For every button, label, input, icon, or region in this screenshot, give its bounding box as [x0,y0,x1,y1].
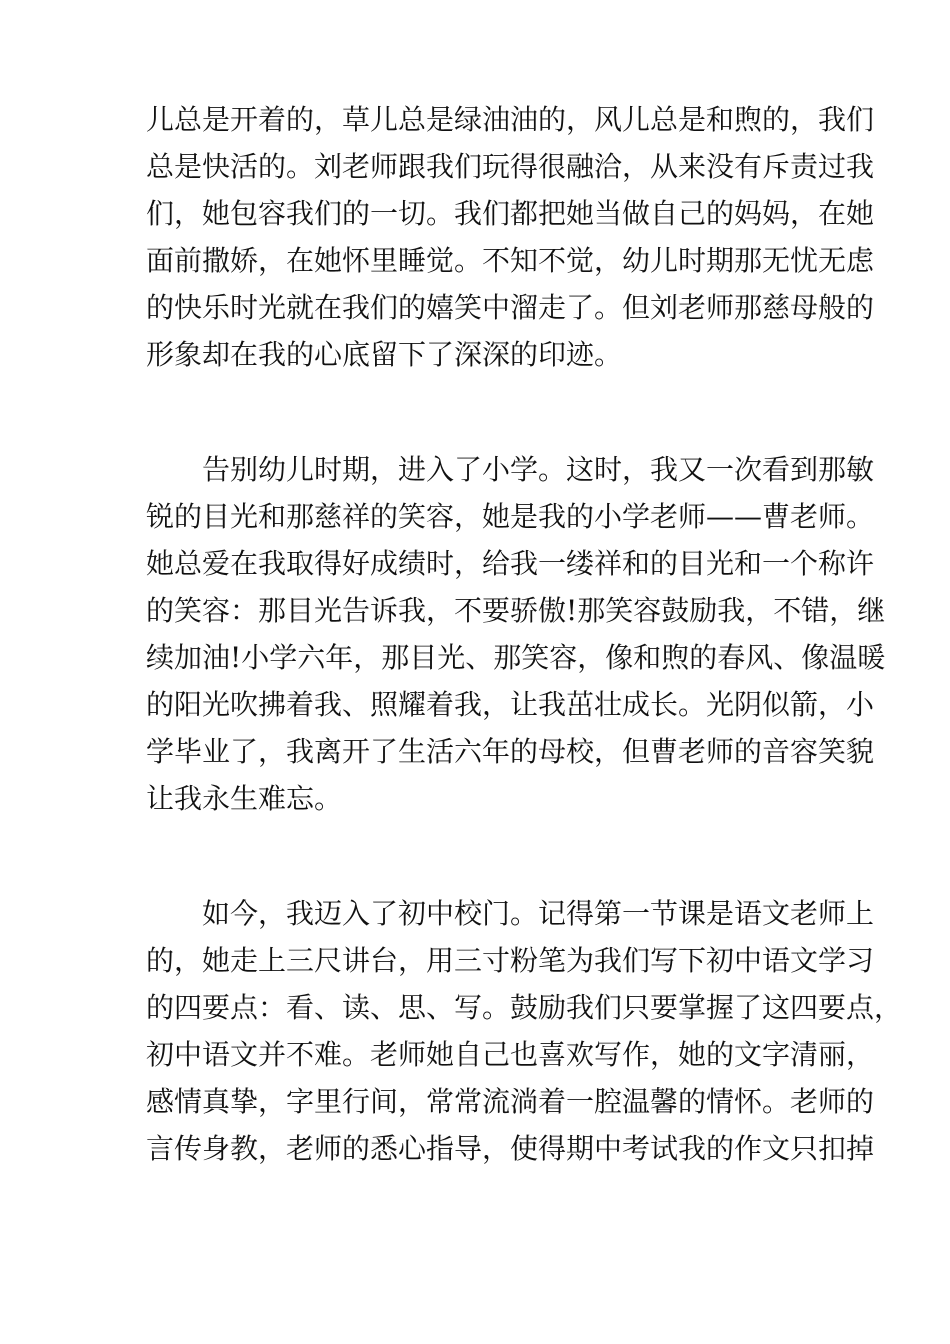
text-line: 的快乐时光就在我们的嬉笑中溜走了。但刘老师那慈母般的 [146,291,875,324]
paragraph-3 [146,890,903,1172]
text-line: 儿总是开着的，草儿总是绿油油的，风儿总是和煦的，我们 [146,103,875,136]
text-line: 面前撒娇，在她怀里睡觉。不知不觉，幼儿时期那无忧无虑 [146,244,875,277]
paragraph-2 [146,446,886,822]
text-line: 初中语文并不难。老师她自己也喜欢写作，她的文字清丽， [146,1038,875,1071]
text-line: 让我永生难忘。 [146,782,343,815]
text-line: 她总爱在我取得好成绩时，给我一缕祥和的目光和一个称许 [146,547,875,580]
text-line: 总是快活的。刘老师跟我们玩得很融洽，从来没有斥责过我 [146,150,875,183]
text-line: 的四要点：看、读、思、写。鼓励我们只要掌握了这四要点， [146,991,903,1024]
text-line: 形象却在我的心底留下了深深的印迹。 [146,338,623,371]
text-line: 续加油!小学六年，那目光、那笑容，像和煦的春风、像温暖 [146,641,886,674]
text-line: 的，她走上三尺讲台，用三寸粉笔为我们写下初中语文学习 [146,944,875,977]
text-line: 感情真挚，字里行间，常常流淌着一腔温馨的情怀。老师的 [146,1085,875,1118]
paragraph-1 [146,96,875,378]
text-line: 告别幼儿时期，进入了小学。这时，我又一次看到那敏 [202,453,875,486]
text-line: 言传身教，老师的悉心指导，使得期中考试我的作文只扣掉 [146,1132,875,1165]
text-line: 学毕业了，我离开了生活六年的母校，但曹老师的音容笑貌 [146,735,875,768]
text-line: 的笑容：那目光告诉我，不要骄傲!那笑容鼓励我，不错，继 [146,594,886,627]
text-line: 的阳光吹拂着我、照耀着我，让我茁壮成长。光阴似箭，小 [146,688,875,721]
text-line: 如今，我迈入了初中校门。记得第一节课是语文老师上 [202,897,875,930]
text-line: 锐的目光和那慈祥的笑容，她是我的小学老师——曹老师。 [146,500,875,533]
text-line: 们，她包容我们的一切。我们都把她当做自己的妈妈，在她 [146,197,875,230]
